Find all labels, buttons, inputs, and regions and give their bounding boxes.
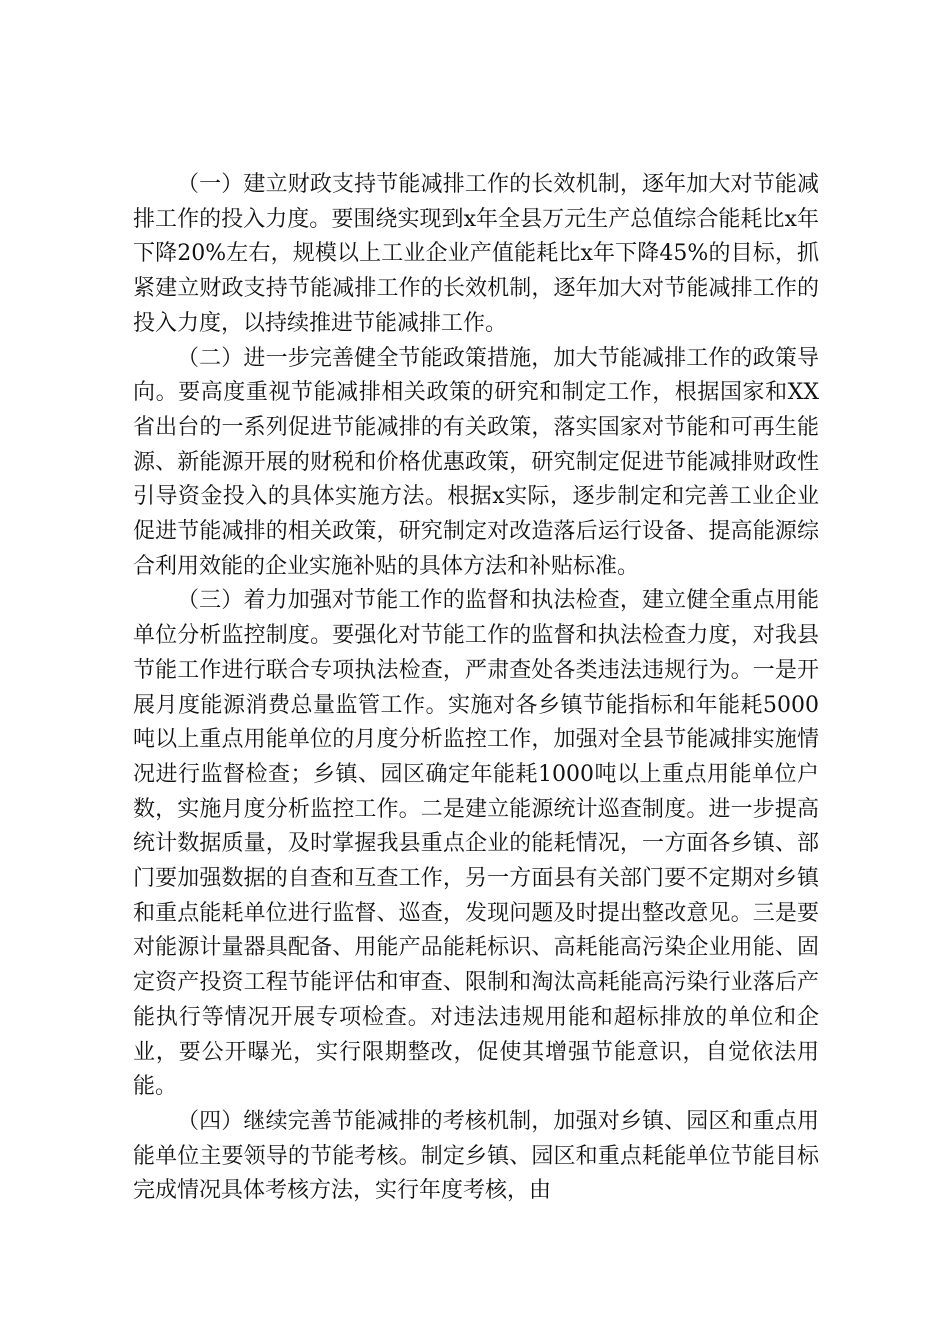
paragraph-3: （三）着力加强对节能工作的监督和执法检查，建立健全重点用能单位分析监控制度。要强化对节能工作的监督和执法检查力度，对我县节能工作进行联合专项执法检查，严肃查处各类违法违规行为。一是开展月度能源消费总量监管工作。实施对各乡镇节能指标和年能耗5000吨以上重点用能单位的月度分析监控工作，加强对全县节能减排实施情况进行监督检查；乡镇、园区确定年能耗1000吨以上重点用能单位户数，实施月度分析监控工作。二是建立能源统计巡查制度。进一步提高统计数据质量，及时掌握我县重点企业的能耗情况，一方面各乡镇、部门要加强数据的自查和互查工作，另一方面县有关部门要不定期对乡镇和重点能耗单位进行监督、巡查，发现问题及时提出整改意见。三是要对能源计量器具配备、用能产品能耗标识、高耗能高污染企业用能、固定资产投资工程节能评估和审查、限制和淘汰高耗能高污染行业落后产能执行等情况开展专项检查。对违法违规用能和超标排放的单位和企业，要公开曝光，实行限期整改，促使其增强节能意识，自觉依法用能。 [133,588,819,1100]
paragraph-1: （一）建立财政支持节能减排工作的长效机制，逐年加大对节能减排工作的投入力度。要围绕实现到x年全县万元生产总值综合能耗比x年下降20%左右，规模以上工业企业产值能耗比x年下降45%的目标，抓紧建立财政支持节能减排工作的长效机制，逐年加大对节能减排工作的投入力度，以持续推进节能减排工作。 [133,172,819,336]
paragraph-2: （二）进一步完善健全节能政策措施，加大节能减排工作的政策导向。要高度重视节能减排相关政策的研究和制定工作，根据国家和XX省出台的一系列促进节能减排的有关政策，落实国家对节能和可再生能源、新能源开展的财税和价格优惠政策，研究制定促进节能减排财政性引导资金投入的具体实施方法。根据x实际，逐步制定和完善工业企业促进节能减排的相关政策，研究制定对改造落后运行设备、提高能源综合利用效能的企业实施补贴的具体方法和补贴标准。 [133,345,819,579]
document-body [133,168,819,1209]
paragraph-4: （四）继续完善节能减排的考核机制，加强对乡镇、园区和重点用能单位主要领导的节能考核。制定乡镇、园区和重点耗能单位节能目标完成情况具体考核方法，实行年度考核，由 [133,1108,819,1204]
